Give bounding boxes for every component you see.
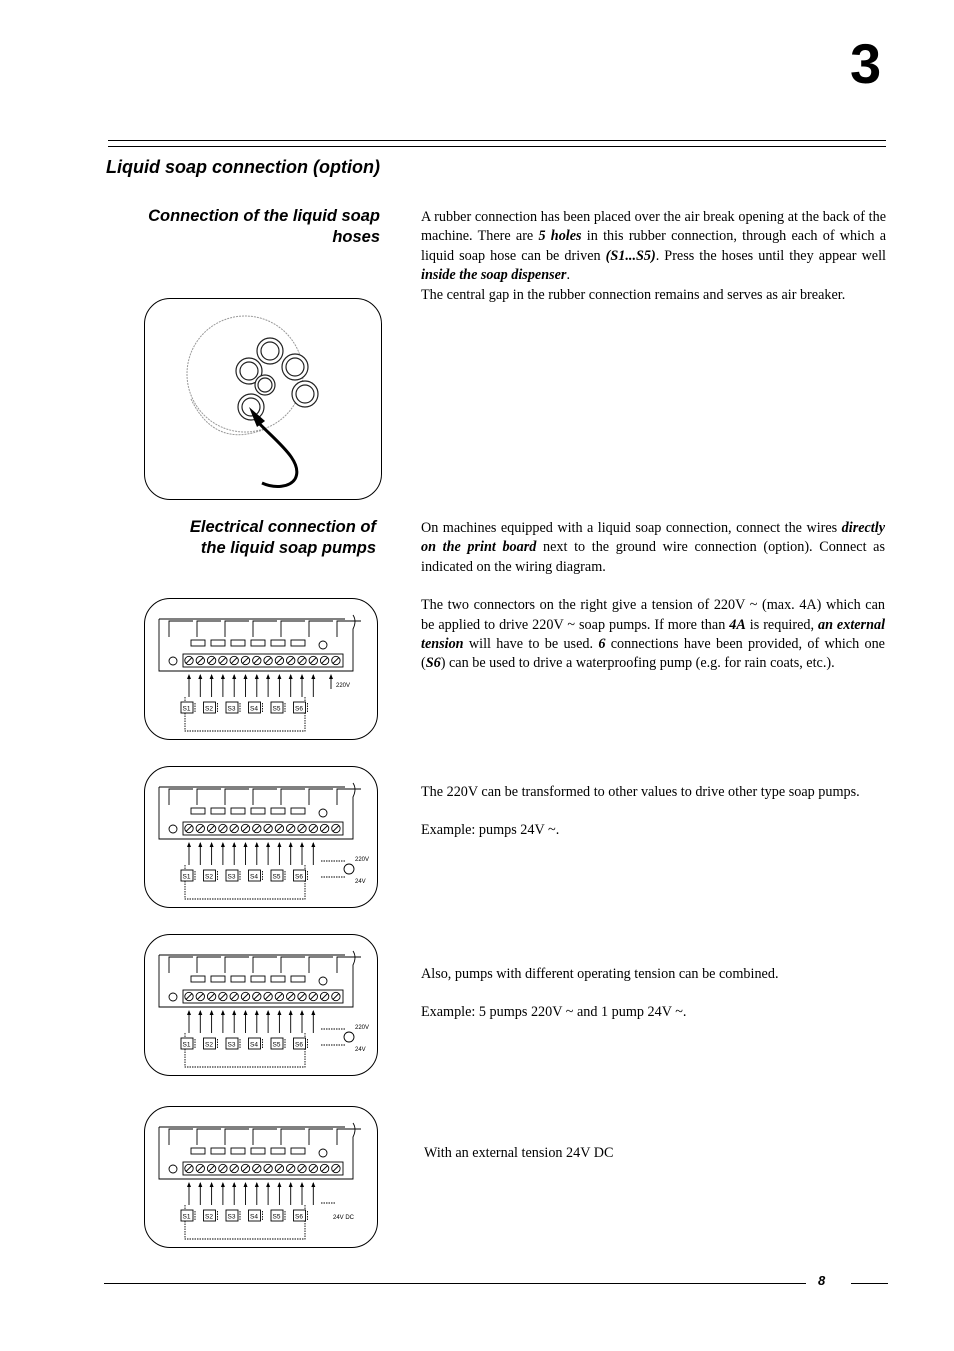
svg-text:S6: S6 xyxy=(295,873,303,881)
svg-text:S5: S5 xyxy=(272,705,281,713)
svg-text:S2: S2 xyxy=(205,873,213,881)
page-number: 8 xyxy=(818,1273,826,1288)
svg-text:S3: S3 xyxy=(227,873,236,881)
svg-text:S6: S6 xyxy=(295,1041,303,1049)
svg-text:S4: S4 xyxy=(250,705,258,713)
svg-text:S1: S1 xyxy=(182,1041,191,1049)
svg-text:S5: S5 xyxy=(272,1213,281,1221)
svg-text:220V: 220V xyxy=(355,1025,370,1031)
wiring-diagram-24v-dc xyxy=(144,1106,378,1248)
wiring-diagram-combined xyxy=(144,934,378,1076)
hoses-heading: Connection of the liquid soap hoses xyxy=(148,207,380,246)
external-text: With an external tension 24V DC xyxy=(424,1145,614,1161)
svg-text:220V: 220V xyxy=(336,683,351,689)
electrical-text: On machines equipped with a liquid soap connection, connect the wires directly on the print board next to the ground wire connection (option). Connect as indicated on the wiring diagram. The two connectors on the right give a tension of 220V ~ (max. 4A) which can be applied to drive 220V ~ soap pumps. If more than 4A is required, an external tension will have to be used. 6 connections have been provided, of which one (S6) can be used to drive a waterproofing pump (e.g. for rain coats, etc.). xyxy=(421,520,886,672)
wiring-diagram-220v xyxy=(144,598,378,740)
svg-text:S4: S4 xyxy=(250,1041,258,1049)
svg-text:S2: S2 xyxy=(205,705,213,713)
svg-text:S3: S3 xyxy=(227,1041,236,1049)
chapter-number: 3 xyxy=(850,32,882,95)
hoses-text: A rubber connection has been placed over the air break opening at the back of the machine. There are 5 holes in this rubber connection, through each of which a liquid soap hose can be driven (S1...S5). Press the hoses until they appear well inside the soap dispenser. The central gap in the rubber connection remains and serves as air breaker. xyxy=(421,209,886,303)
combined-text: Also, pumps with different operating tension can be combined. Example: 5 pumps 220V ~ and 1 pump 24V ~. xyxy=(421,966,779,1021)
section-title: Liquid soap connection (option) xyxy=(106,157,380,177)
svg-text:24V: 24V xyxy=(355,879,366,885)
footer-rule-right xyxy=(851,1283,888,1284)
header-rule-thin xyxy=(108,146,886,147)
svg-text:S1: S1 xyxy=(182,705,191,713)
footer-rule xyxy=(104,1283,806,1284)
svg-text:S5: S5 xyxy=(272,873,281,881)
svg-text:S2: S2 xyxy=(205,1041,213,1049)
svg-text:220V: 220V xyxy=(355,857,370,863)
wiring-diagram-24v xyxy=(144,766,378,908)
transform-text: The 220V can be transformed to other values to drive other type soap pumps. Example: pumps 24V ~. xyxy=(421,784,860,839)
svg-text:24V: 24V xyxy=(355,1047,366,1053)
svg-text:24V DC: 24V DC xyxy=(333,1215,355,1221)
svg-text:S4: S4 xyxy=(250,1213,258,1221)
svg-text:S2: S2 xyxy=(205,1213,213,1221)
header-rule xyxy=(108,140,886,141)
svg-text:S1: S1 xyxy=(182,1213,191,1221)
svg-text:S6: S6 xyxy=(295,1213,303,1221)
electrical-heading: Electrical connection of the liquid soap pumps xyxy=(189,518,376,557)
svg-text:S4: S4 xyxy=(250,873,258,881)
svg-text:S1: S1 xyxy=(182,873,191,881)
svg-text:S3: S3 xyxy=(227,705,236,713)
svg-text:S5: S5 xyxy=(272,1041,281,1049)
svg-text:S3: S3 xyxy=(227,1213,236,1221)
rubber-connection-figure xyxy=(144,298,382,500)
svg-text:S6: S6 xyxy=(295,705,303,713)
